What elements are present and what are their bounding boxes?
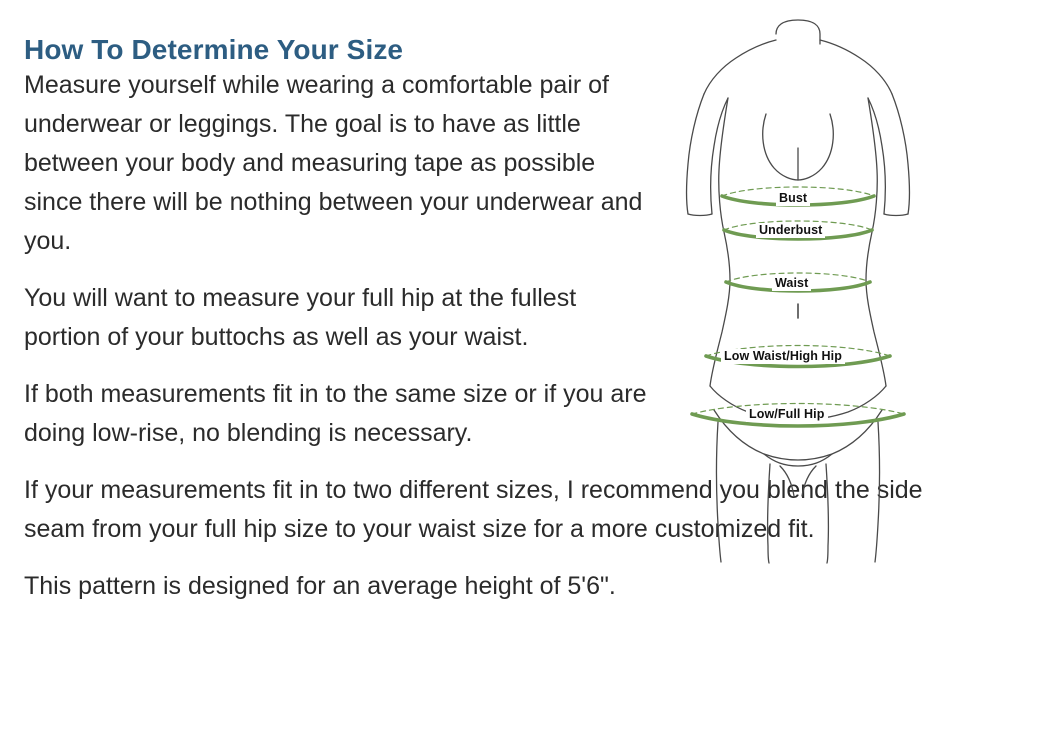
- paragraph-1: Measure yourself while wearing a comfortable pair of underwear or leggings. The goal is to have as little between your body and measuring tape as possible since there will be nothing between your underwear and you.: [24, 71, 643, 255]
- paragraph-2: You will want to measure your full hip at the fullest portion of your buttochs as well as your waist.: [24, 284, 577, 351]
- paragraph-4: If your measurements fit in to two different sizes, I recommend you blend the side seam from your full hip size to your waist size for a more customized fit.: [24, 476, 923, 543]
- measurement-label-bust: Bust: [776, 191, 810, 206]
- measurement-label-low-waist-high-hip: Low Waist/High Hip: [721, 349, 845, 364]
- body-figure-illustration: [648, 18, 948, 564]
- measurement-label-low-full-hip: Low/Full Hip: [746, 407, 828, 422]
- measurement-label-underbust: Underbust: [756, 223, 825, 238]
- paragraph-3: If both measurements fit in to the same size or if you are doing low-rise, no blending is necessary.: [24, 380, 647, 447]
- paragraph-5: This pattern is designed for an average height of 5'6".: [24, 572, 616, 600]
- body-measurement-diagram: [648, 18, 948, 564]
- page-title: How To Determine Your Size: [24, 33, 404, 65]
- measurement-label-waist: Waist: [772, 276, 811, 291]
